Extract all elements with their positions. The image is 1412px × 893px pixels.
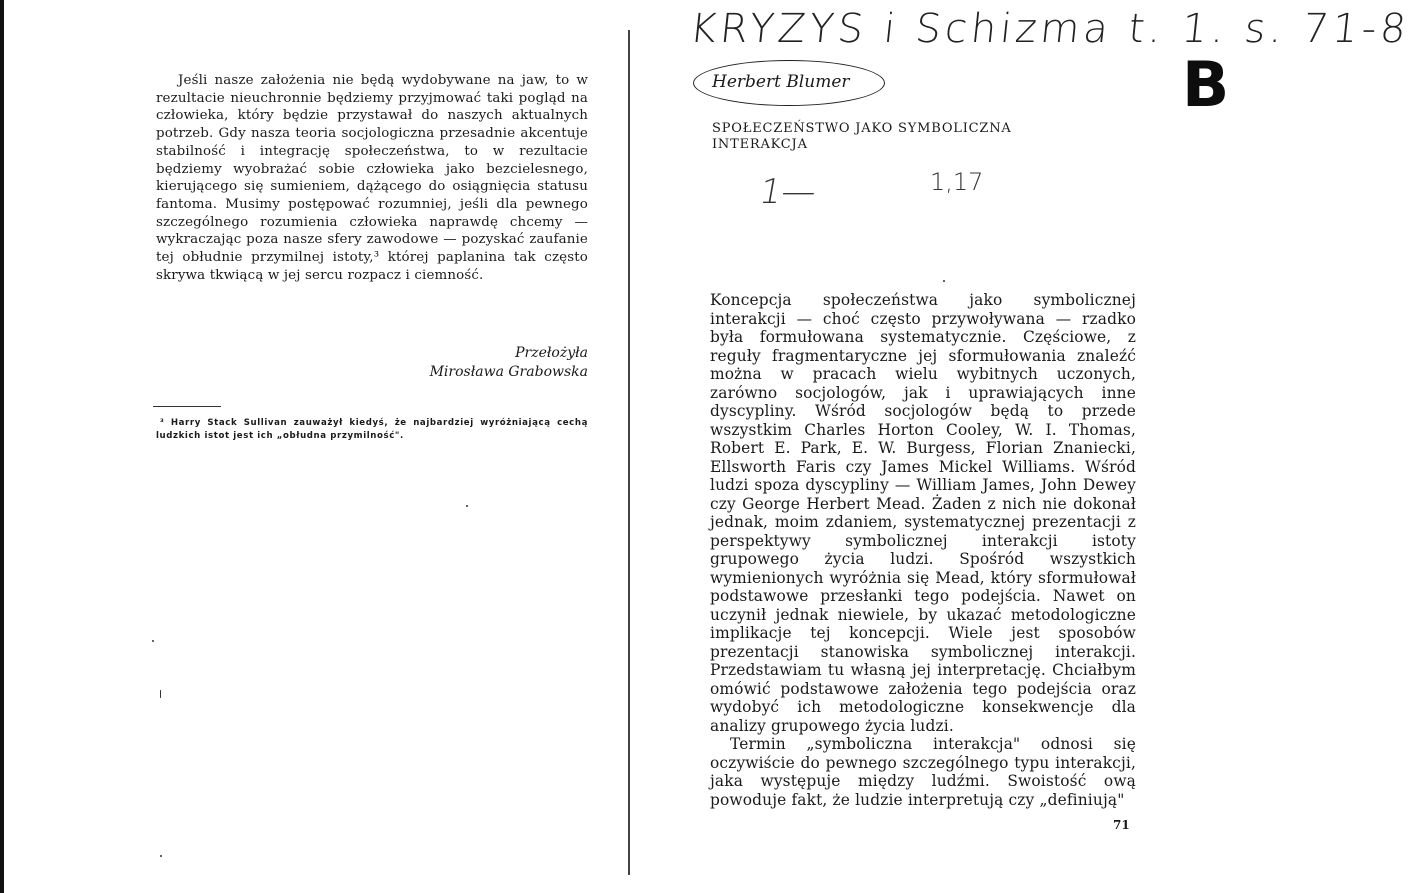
- right-paragraph-2: Termin „symboliczna interakcja" odnosi się oczywiście do pewnego szczególnego typu interakcji, jaka występuje między ludźmi. Swoistość ową powoduje fakt, że ludzie interpretują czy „definiują": [710, 735, 1136, 809]
- translator-name: Mirosława Grabowska: [429, 364, 588, 380]
- author-name: Herbert Blumer: [712, 72, 850, 92]
- footnote-separator: [153, 406, 221, 407]
- right-paragraph-1: Koncepcja społeczeństwa jako symbolicznej interakcji — choć często przywoływana — rzadko była formułowana systematycznie. Częściowe, z reguły fragmentaryczne jej sformułowania znaleźć można w pracach wielu wybitnych uczonych, zarówno socjologów, jak i uprawiających inne dyscypliny. Wśród socjologów będą to przede wszystkim Charles Horton Cooley, W. I. Thomas, Robert E. Park, E. W. Burgess, Florian Znaniecki, Ellsworth Faris czy James Mickel Williams. Wśród ludzi spoza dyscypliny — William James, John Dewey czy George Herbert Mead. Żaden z nich nie dokonał jednak, moim zdaniem, systematycznej prezentacji z perspektywy symbolicznej interakcji istoty grupowego życia ludzi. Spośród wszystkich wymienionych wyróżnia się Mead, który sformułował podstawowe przesłanki tego podejścia. Nawet on uczynił jednak niewiele, by ukazać metodologiczne implikacje tej koncepcji. Wiele jest sposobów prezentacji stanowiska symbolicznej interakcji. Przedstawiam tu własną jej interpretację. Chciałbym omówić podstawowe założenia tego podejścia oraz wydobyć ich metodologiczne konsekwencje dla analizy grupowego życia ludzi.: [710, 291, 1136, 735]
- translator-label: Przełożyła: [515, 345, 588, 361]
- chapter-title: SPOŁECZEŃSTWO JAKO SYMBOLICZNA INTERAKCJA: [712, 121, 1012, 152]
- right-page-body: [710, 291, 1136, 809]
- scan-speck: [160, 690, 161, 698]
- scan-speck: [160, 855, 162, 857]
- handwritten-mark-right: 1,17: [930, 168, 984, 196]
- handwritten-note: KRYZYS i Schizma t. 1. s. 71-8: [687, 6, 1412, 52]
- stamp-letter: B: [1182, 48, 1230, 121]
- left-paragraph: Jeśli nasze założenia nie będą wydobywane na jaw, to w rezultacie nieuchronnie będziemy przyjmować taki pogląd na człowieka, który będzie przystawał do naszych aktualnych potrzeb. Gdy nasza teoria socjologiczna przesadnie akcentuje stabilność i integrację społeczeństwa, to w rezultacie będziemy wyobrażać sobie człowieka jako bezcielesnego, kierującego się sumieniem, dążącego do osiągnięcia statusu fantoma. Musimy postępować rozumniej, jeśli dla pewnego szczególnego rozumienia człowieka naprawdę chcemy — wykraczając poza nasze sfery zawodowe — pozyskać zaufanie tej obłudnie przymilnej istoty,³ której paplanina tak często skrywa tkwiącą w jej sercu rozpacz i ciemność.: [156, 73, 588, 283]
- footnote-text: ³ Harry Stack Sullivan zauważył kiedyś, że najbardziej wyróżniającą cechą ludzkich istot jest ich „obłudna przymilność".: [156, 418, 588, 441]
- footnote: [156, 417, 588, 443]
- scan-speck: [152, 640, 154, 642]
- handwritten-mark-left: 1—: [756, 172, 820, 212]
- page-number: 71: [1113, 818, 1130, 832]
- scan-speck: [943, 280, 945, 282]
- translator-credit: [360, 344, 588, 382]
- scan-speck: [466, 505, 468, 507]
- scan-edge-shadow: [0, 0, 4, 893]
- book-gutter-line: [628, 30, 630, 875]
- left-page-body: [156, 72, 588, 284]
